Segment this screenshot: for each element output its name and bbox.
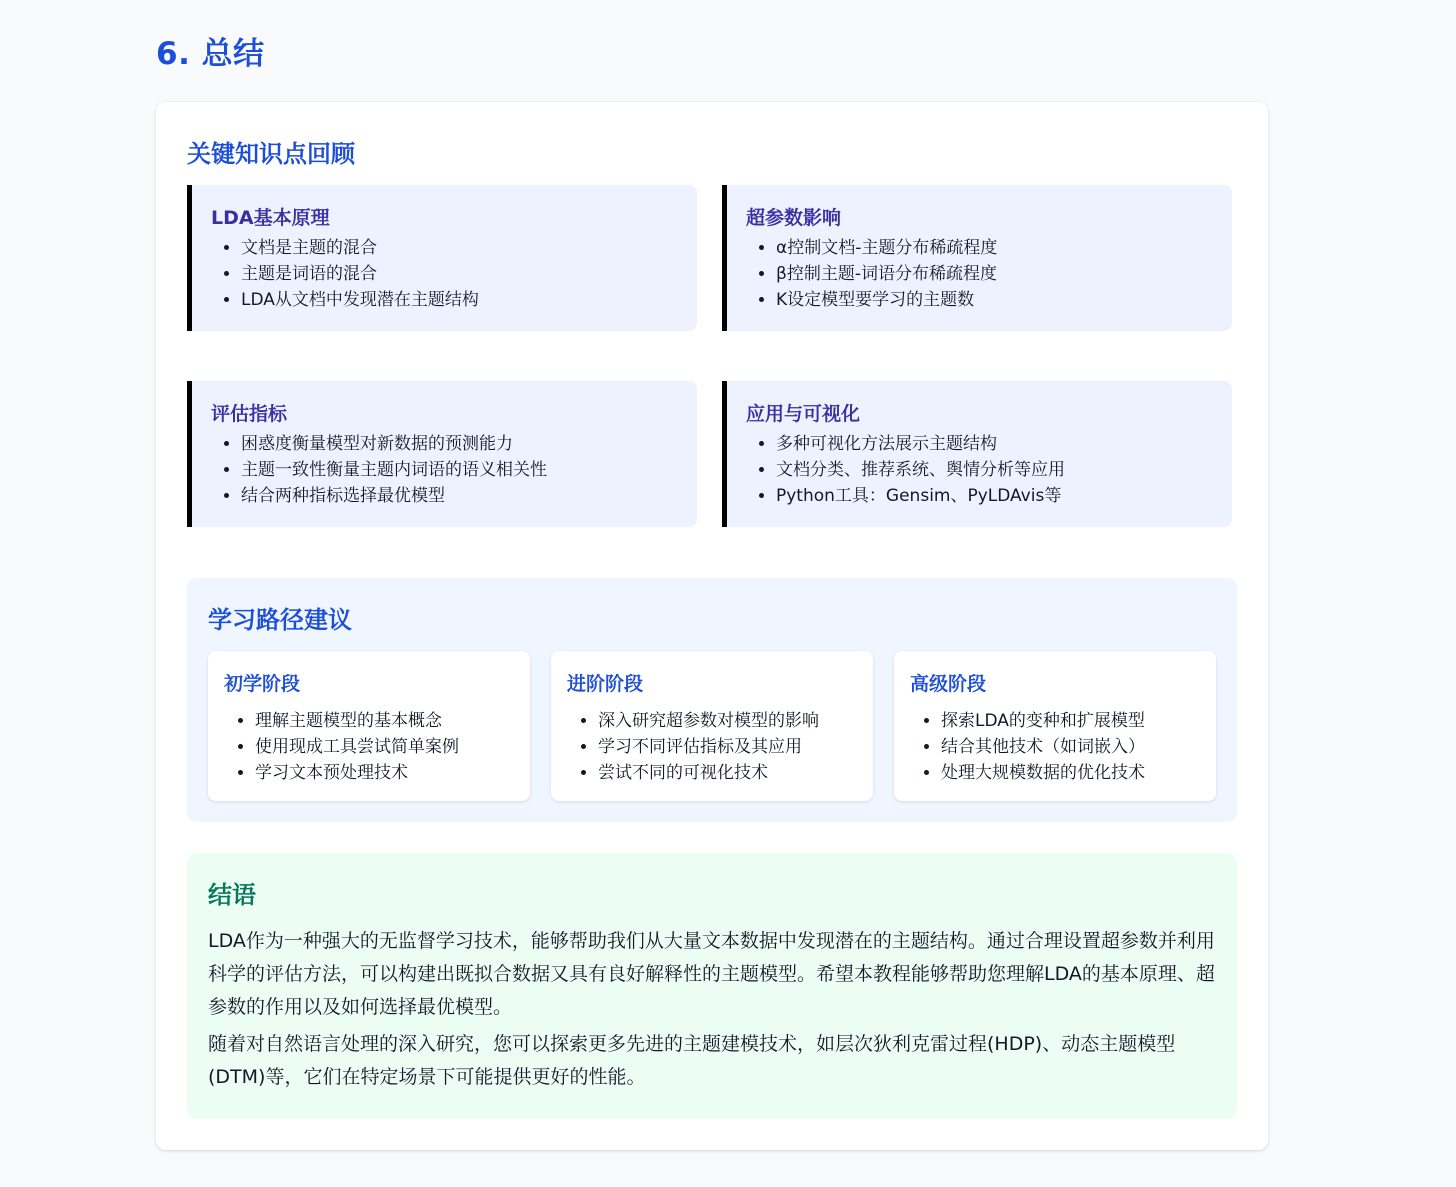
list-item: • 文档是主题的混合 xyxy=(241,235,697,261)
review-box-lda-basics xyxy=(187,185,697,331)
stage-title: 高级阶段 xyxy=(910,673,987,695)
list-item: • 尝试不同的可视化技术 xyxy=(598,760,873,786)
review-box-title: LDA基本原理 xyxy=(211,207,330,229)
stage-title: 初学阶段 xyxy=(224,673,301,695)
review-box-title: 评估指标 xyxy=(211,403,288,425)
review-box-list xyxy=(211,431,697,509)
conclusion-paragraph: 随着对自然语言处理的深入研究，您可以探索更多先进的主题建模技术，如层次狄利克雷过程(HDP)、动态主题模型(DTM)等，它们在特定场景下可能提供更好的性能。 xyxy=(208,1033,1176,1088)
list-item: • 学习文本预处理技术 xyxy=(255,760,530,786)
review-box-title: 超参数影响 xyxy=(746,207,842,229)
conclusion-paragraph: LDA作为一种强大的无监督学习技术，能够帮助我们从大量文本数据中发现潜在的主题结构。通过合理设置超参数并利用科学的评估方法，可以构建出既拟合数据又具有良好解释性的主题模型。希望本教程能够帮助您理解LDA的基本原理、超参数的作用以及如何选择最优模型。 xyxy=(208,930,1215,1018)
conclusion-heading: 结语 xyxy=(208,881,256,909)
list-item: • 处理大规模数据的优化技术 xyxy=(941,760,1216,786)
list-item: • Python工具：Gensim、PyLDAvis等 xyxy=(776,483,1232,509)
review-box-metrics xyxy=(187,381,697,527)
stage-list xyxy=(910,708,1216,786)
list-item: • 使用现成工具尝试简单案例 xyxy=(255,734,530,760)
list-item: • LDA从文档中发现潜在主题结构 xyxy=(241,287,697,313)
list-item: • 多种可视化方法展示主题结构 xyxy=(776,431,1232,457)
stage-list xyxy=(224,708,530,786)
stage-title: 进阶阶段 xyxy=(567,673,644,695)
list-item: • 结合两种指标选择最优模型 xyxy=(241,483,697,509)
list-item: • 深入研究超参数对模型的影响 xyxy=(598,708,873,734)
list-item: • 主题一致性衡量主题内词语的语义相关性 xyxy=(241,457,697,483)
list-item: • K设定模型要学习的主题数 xyxy=(776,287,1232,313)
review-box-list xyxy=(746,235,1232,313)
stage-card-advanced xyxy=(894,651,1216,801)
review-box-title: 应用与可视化 xyxy=(746,403,861,425)
list-item: • 探索LDA的变种和扩展模型 xyxy=(941,708,1216,734)
review-box-hyperparameters xyxy=(722,185,1232,331)
list-item: • 结合其他技术（如词嵌入） xyxy=(941,734,1216,760)
review-box-list xyxy=(746,431,1232,509)
review-heading: 关键知识点回顾 xyxy=(187,140,355,168)
conclusion-panel xyxy=(187,853,1237,1119)
list-item: • 文档分类、推荐系统、舆情分析等应用 xyxy=(776,457,1232,483)
summary-card xyxy=(156,102,1268,1150)
stage-list xyxy=(567,708,873,786)
stage-card-intermediate xyxy=(551,651,873,801)
learning-path-panel xyxy=(187,578,1237,822)
list-item: • β控制主题-词语分布稀疏程度 xyxy=(776,261,1232,287)
list-item: • 理解主题模型的基本概念 xyxy=(255,708,530,734)
list-item: • 学习不同评估指标及其应用 xyxy=(598,734,873,760)
section-title: 6. 总结 xyxy=(156,36,265,72)
list-item: • 困惑度衡量模型对新数据的预测能力 xyxy=(241,431,697,457)
learning-path-heading: 学习路径建议 xyxy=(208,606,352,634)
list-item: • 主题是词语的混合 xyxy=(241,261,697,287)
review-box-list xyxy=(211,235,697,313)
list-item: • α控制文档-主题分布稀疏程度 xyxy=(776,235,1232,261)
stage-card-beginner xyxy=(208,651,530,801)
review-box-applications xyxy=(722,381,1232,527)
